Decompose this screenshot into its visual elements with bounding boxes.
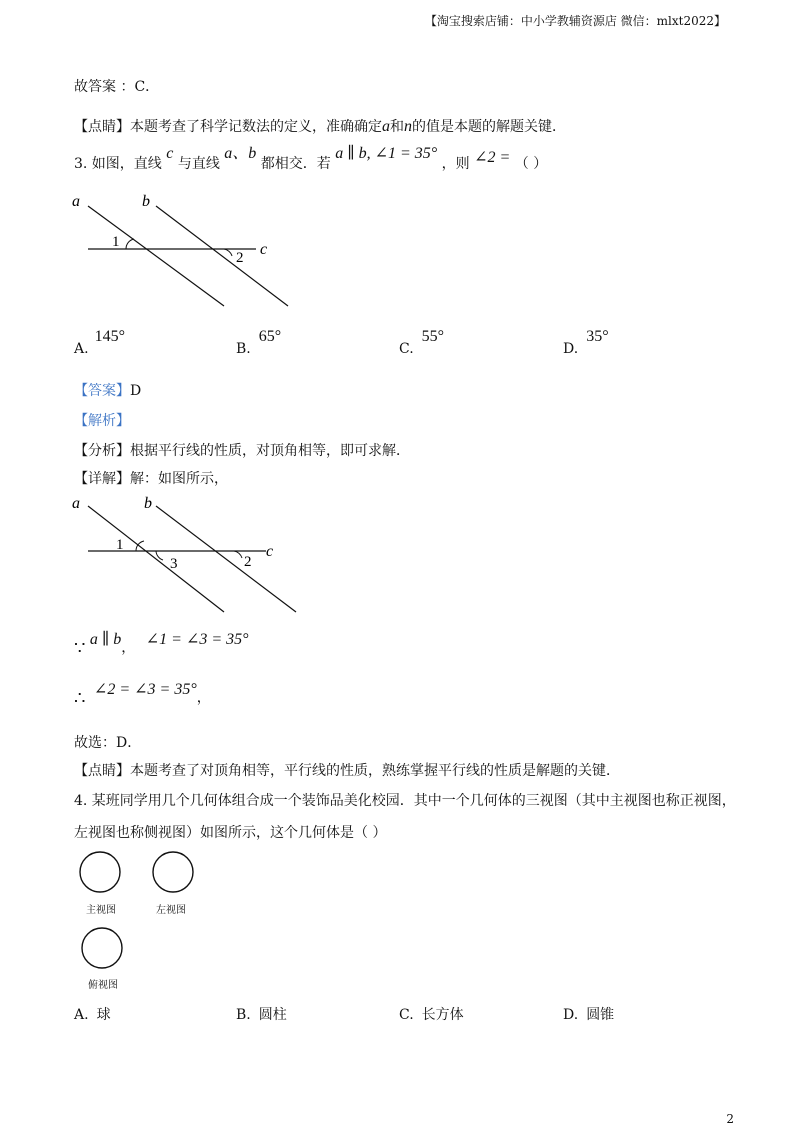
q3-xiangjie — [74, 468, 228, 488]
q4-stem-line1: 4. 某班同学用几个几何体组合成一个装饰品美化校园．其中一个几何体的三视图（其中主视图也称正视图， — [74, 793, 736, 809]
line-a — [88, 506, 224, 612]
front-view-label: 主视图 — [86, 905, 116, 916]
var-ab: a、b — [224, 145, 257, 162]
q2-dianjing — [74, 116, 566, 136]
q3-stem — [74, 145, 548, 173]
q3-choose: 故选：D． — [74, 735, 142, 751]
label-2: 2 — [236, 250, 244, 266]
q3-jiexi-tag: 【解析】 — [74, 413, 130, 429]
and-text: 和 — [390, 119, 404, 135]
page-number: 2 — [726, 1112, 734, 1126]
q4-stem-line2: 左视图也称侧视图）如图所示，这个几何体是（ ） — [74, 825, 387, 841]
step1-a: a ∥ b — [89, 631, 122, 648]
q3-ask: ∠2 = — [474, 149, 511, 166]
step1-b: ∠1 = ∠3 = 35° — [145, 631, 249, 648]
therefore-symbol: ∴ — [74, 688, 86, 709]
step2: ∠2 = ∠3 = 35° — [93, 681, 197, 698]
option-letter: C. — [399, 341, 414, 357]
q3-stem-mid2: 都相交．若 — [260, 156, 331, 172]
q4-option-d[interactable] — [563, 1004, 614, 1024]
q4-option-b[interactable] — [236, 1004, 287, 1024]
angle-3-arc — [156, 551, 163, 560]
angle-2-arc — [224, 249, 232, 256]
option-value: 长方体 — [421, 1007, 464, 1023]
dianjing-text: 本题考查了科学记数法的定义，准确确定 — [130, 119, 382, 135]
option-letter: D. — [563, 341, 579, 357]
q3-answer — [74, 380, 141, 400]
angle-1-arc — [126, 239, 134, 249]
q3-option-b[interactable] — [236, 328, 282, 358]
q3-option-c[interactable] — [399, 328, 445, 358]
top-view-circle — [82, 928, 122, 968]
front-view-circle — [80, 852, 120, 892]
q3-stem-mid1: 与直线 — [177, 156, 220, 172]
q4-option-c[interactable] — [399, 1004, 464, 1024]
label-a: a — [72, 495, 80, 512]
option-value: 球 — [96, 1007, 111, 1023]
option-letter: A. — [74, 341, 89, 357]
line-b — [156, 206, 288, 306]
q3-condition: a ∥ b, ∠1 = 35° — [335, 145, 438, 162]
label-b: b — [142, 193, 150, 210]
step2-comma: ， — [196, 690, 211, 706]
step1-comma: ， — [121, 640, 136, 656]
label-b: b — [144, 495, 152, 512]
because-symbol: ∵ — [74, 638, 86, 659]
dianjing-tag: 【点睛】 — [74, 763, 130, 779]
option-letter: B. — [236, 1007, 251, 1023]
left-view-circle — [153, 852, 193, 892]
q4-three-views — [76, 848, 216, 994]
label-a: a — [72, 193, 80, 210]
label-2: 2 — [244, 554, 252, 570]
option-letter: C. — [399, 1007, 414, 1023]
option-letter: B. — [236, 341, 251, 357]
q3-stem-prefix: 3. 如图，直线 — [74, 156, 162, 172]
option-value: 圆锥 — [586, 1007, 615, 1023]
label-3: 3 — [170, 556, 178, 572]
q3-fenxi — [74, 440, 410, 460]
q3-solution-figure — [66, 488, 306, 618]
answer-value: D — [130, 383, 142, 399]
var-n: n — [404, 118, 412, 135]
xiangjie-tag: 【详解】 — [74, 471, 130, 487]
q3-option-a[interactable] — [74, 328, 125, 358]
angle-2-arc — [234, 551, 242, 558]
header-shop-text: 【淘宝搜索店铺：中小学教辅资源店 微信：mlxt2022】 — [424, 14, 726, 28]
fenxi-tag: 【分析】 — [74, 443, 130, 459]
q3-dianjing — [74, 760, 620, 780]
left-view-label: 左视图 — [156, 905, 186, 916]
dianjing-text: 本题考查了对顶角相等，平行线的性质，熟练掌握平行线的性质是解题的关键． — [130, 763, 620, 779]
q2-answer-line: 故答案 ：C． — [74, 79, 160, 95]
q3-stem-mid3: ，则 — [441, 156, 470, 172]
dianjing-text-2: 的值是本题的解题关键． — [412, 119, 566, 135]
xiangjie-text: 解：如图所示， — [130, 471, 228, 487]
option-value: 55° — [421, 328, 445, 345]
label-1: 1 — [112, 234, 120, 250]
top-view-label: 俯视图 — [88, 980, 118, 991]
dianjing-tag: 【点睛】 — [74, 119, 130, 135]
line-a — [88, 206, 224, 306]
q3-option-d[interactable] — [563, 328, 609, 358]
q3-step1 — [74, 630, 249, 659]
option-letter: A. — [74, 1007, 89, 1023]
var-a: a — [382, 118, 390, 135]
label-c: c — [266, 543, 274, 560]
q3-step2 — [74, 680, 211, 709]
option-letter: D. — [563, 1007, 579, 1023]
q4-option-a[interactable] — [74, 1004, 111, 1024]
q3-figure — [66, 188, 306, 318]
label-1: 1 — [116, 537, 124, 553]
option-value: 65° — [258, 328, 282, 345]
label-c: c — [260, 241, 268, 258]
q3-paren: （ ） — [514, 156, 548, 172]
option-value: 145° — [94, 328, 125, 345]
answer-tag: 【答案】 — [74, 383, 130, 399]
option-value: 35° — [586, 328, 609, 345]
fenxi-text: 根据平行线的性质，对顶角相等，即可求解． — [130, 443, 410, 459]
option-value: 圆柱 — [258, 1007, 287, 1023]
var-c: c — [166, 145, 174, 162]
